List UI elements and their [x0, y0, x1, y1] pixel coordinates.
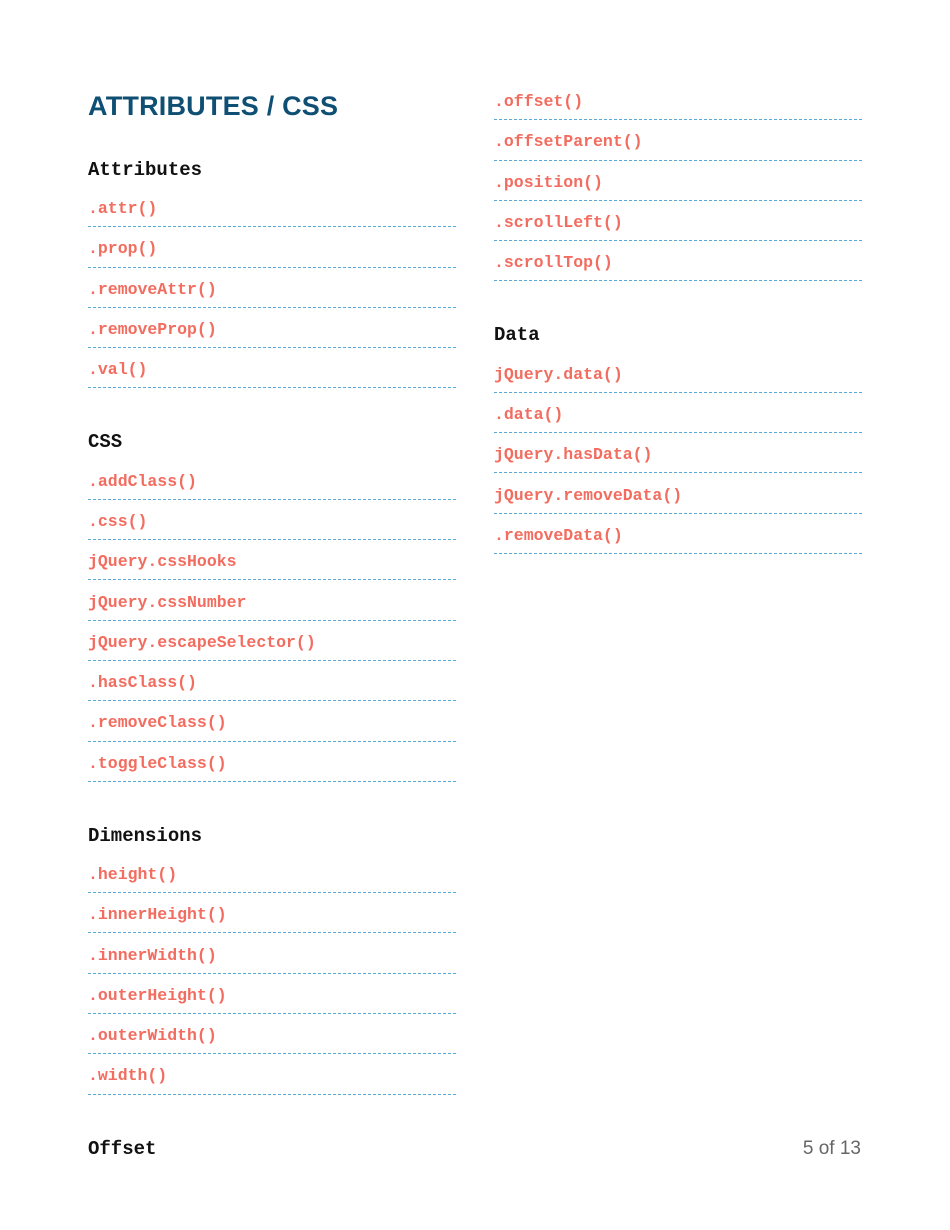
section-heading: Data	[494, 324, 540, 347]
api-link[interactable]: .offset()	[494, 80, 862, 120]
api-link[interactable]: .removeClass()	[88, 701, 456, 741]
api-link[interactable]: .toggleClass()	[88, 742, 456, 782]
api-link[interactable]: .scrollTop()	[494, 241, 862, 281]
api-link[interactable]: jQuery.escapeSelector()	[88, 621, 456, 661]
api-link[interactable]: .val()	[88, 348, 456, 388]
section	[88, 819, 456, 1095]
page-number: 5 of 13	[802, 1138, 861, 1159]
page-title: ATTRIBUTES / CSS	[88, 91, 339, 121]
api-link[interactable]: .innerHeight()	[88, 893, 456, 933]
api-link[interactable]: jQuery.cssNumber	[88, 580, 456, 620]
api-link[interactable]: .hasClass()	[88, 661, 456, 701]
section-heading: Attributes	[88, 159, 203, 181]
section-heading: CSS	[88, 431, 123, 454]
section	[494, 80, 862, 281]
api-link[interactable]: .innerWidth()	[88, 933, 456, 973]
api-link[interactable]: .addClass()	[88, 459, 456, 499]
api-link[interactable]: .prop()	[88, 227, 456, 267]
api-link[interactable]: .attr()	[88, 187, 456, 227]
api-link[interactable]: .removeProp()	[88, 308, 456, 348]
section	[494, 318, 862, 553]
api-link[interactable]: jQuery.removeData()	[494, 473, 862, 513]
api-link[interactable]: .removeAttr()	[88, 268, 456, 308]
left-column	[88, 153, 456, 1203]
api-link[interactable]: .outerHeight()	[88, 974, 456, 1014]
section-heading: Offset	[88, 1137, 157, 1160]
api-link[interactable]: .outerWidth()	[88, 1014, 456, 1054]
api-link[interactable]: jQuery.hasData()	[494, 433, 862, 473]
api-link[interactable]: .width()	[88, 1054, 456, 1094]
api-link[interactable]: jQuery.data()	[494, 352, 862, 392]
api-link[interactable]: .removeData()	[494, 514, 862, 554]
right-column	[494, 80, 862, 591]
api-link[interactable]: .css()	[88, 500, 456, 540]
section	[88, 153, 456, 388]
api-link[interactable]: jQuery.cssHooks	[88, 540, 456, 580]
api-link[interactable]: .height()	[88, 853, 456, 893]
section	[88, 1132, 456, 1166]
api-link[interactable]: .position()	[494, 161, 862, 201]
api-link[interactable]: .offsetParent()	[494, 120, 862, 160]
section-heading: Dimensions	[88, 824, 203, 847]
api-link[interactable]: .scrollLeft()	[494, 201, 862, 241]
api-link[interactable]: .data()	[494, 393, 862, 433]
section	[88, 425, 456, 781]
